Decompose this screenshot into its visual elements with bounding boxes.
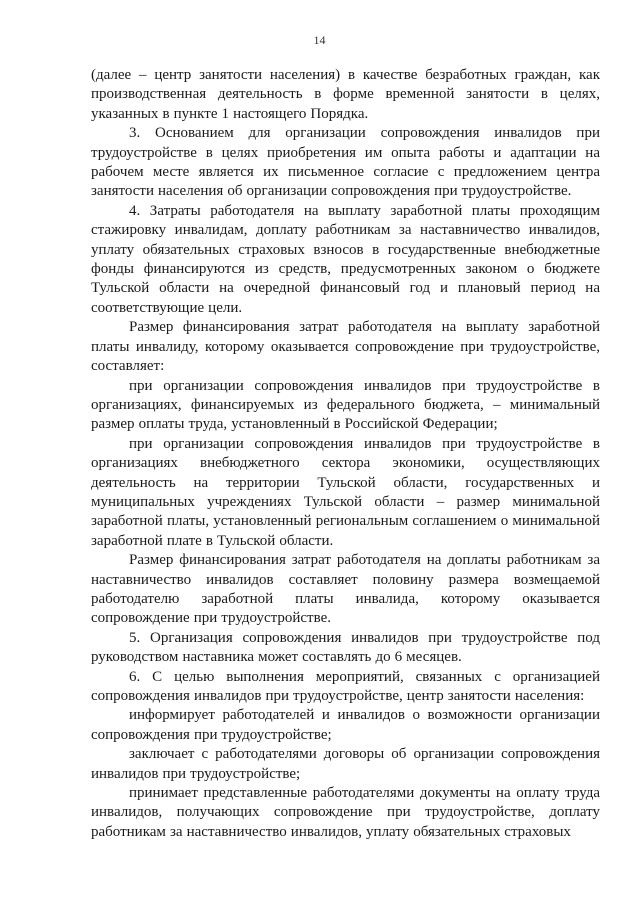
paragraph-mentorship-financing: Размер финансирования затрат работодателя на доплаты работникам за наставничество инвалидов составляет половину размера возмещаемой работодателю заработной платы инвалида, которому оказывается сопровождение при трудоустройстве. — [91, 552, 600, 627]
document-body — [91, 66, 600, 842]
paragraph-item-4: 4. Затраты работодателя на выплату заработной платы проходящим стажировку инвалидам, доплату работникам за наставничество инвалидов, уплату обязательных страховых взносов в государственные внебюджетные фонды финансируются из средств, предусмотренных законом о бюджете Тульской области на очередной финансовый год и плановый период на соответствующие цели. — [91, 202, 600, 316]
paragraph-federal-budget-orgs: при организации сопровождения инвалидов при трудоустройстве в организациях, финансируемых из федерального бюджета, – минимальный размер оплаты труда, установленный в Российской Федерации; — [91, 377, 600, 433]
page-number: 14 — [313, 33, 326, 47]
paragraph-item-6: 6. С целью выполнения мероприятий, связанных с организацией сопровождения инвалидов при трудоустройстве, центр занятости населения: — [91, 668, 600, 704]
paragraph-nonbudget-orgs: при организации сопровождения инвалидов при трудоустройстве в организациях внебюджетного сектора экономики, осуществляющих деятельность на территории Тульской области, государственных и муниципальных учреждениях Тульской области – размер минимальной заработной платы, установленный региональным соглашением о минимальной заработной плате в Тульской области. — [91, 435, 600, 549]
paragraph-continuation: (далее – центр занятости населения) в качестве безработных граждан, как производственная деятельность в форме временной занятости в целях, указанных в пункте 1 настоящего Порядка. — [91, 67, 600, 122]
paragraph-item-3: 3. Основанием для организации сопровождения инвалидов при трудоустройстве в целях приобретения им опыта работы и адаптации на рабочем месте является их письменное согласие с предложением центра занятости населения об организации сопровождения при трудоустройстве. — [91, 125, 600, 200]
paragraph-contracts: заключает с работодателями договоры об организации сопровождения инвалидов при трудоустройстве; — [91, 746, 600, 782]
paragraph-accepts-documents: принимает представленные работодателями документы на оплату труда инвалидов, получающих сопровождение при трудоустройстве, доплату работникам за наставничество инвалидов, уплату обязательных страховых — [91, 785, 600, 840]
paragraph-informs: информирует работодателей и инвалидов о возможности организации сопровождения при трудоустройстве; — [91, 707, 600, 743]
paragraph-salary-financing: Размер финансирования затрат работодателя на выплату заработной платы инвалиду, которому оказывается сопровождение при трудоустройстве, составляет: — [91, 319, 600, 375]
paragraph-item-5: 5. Организация сопровождения инвалидов при трудоустройстве под руководством наставника может составлять до 6 месяцев. — [91, 629, 600, 666]
